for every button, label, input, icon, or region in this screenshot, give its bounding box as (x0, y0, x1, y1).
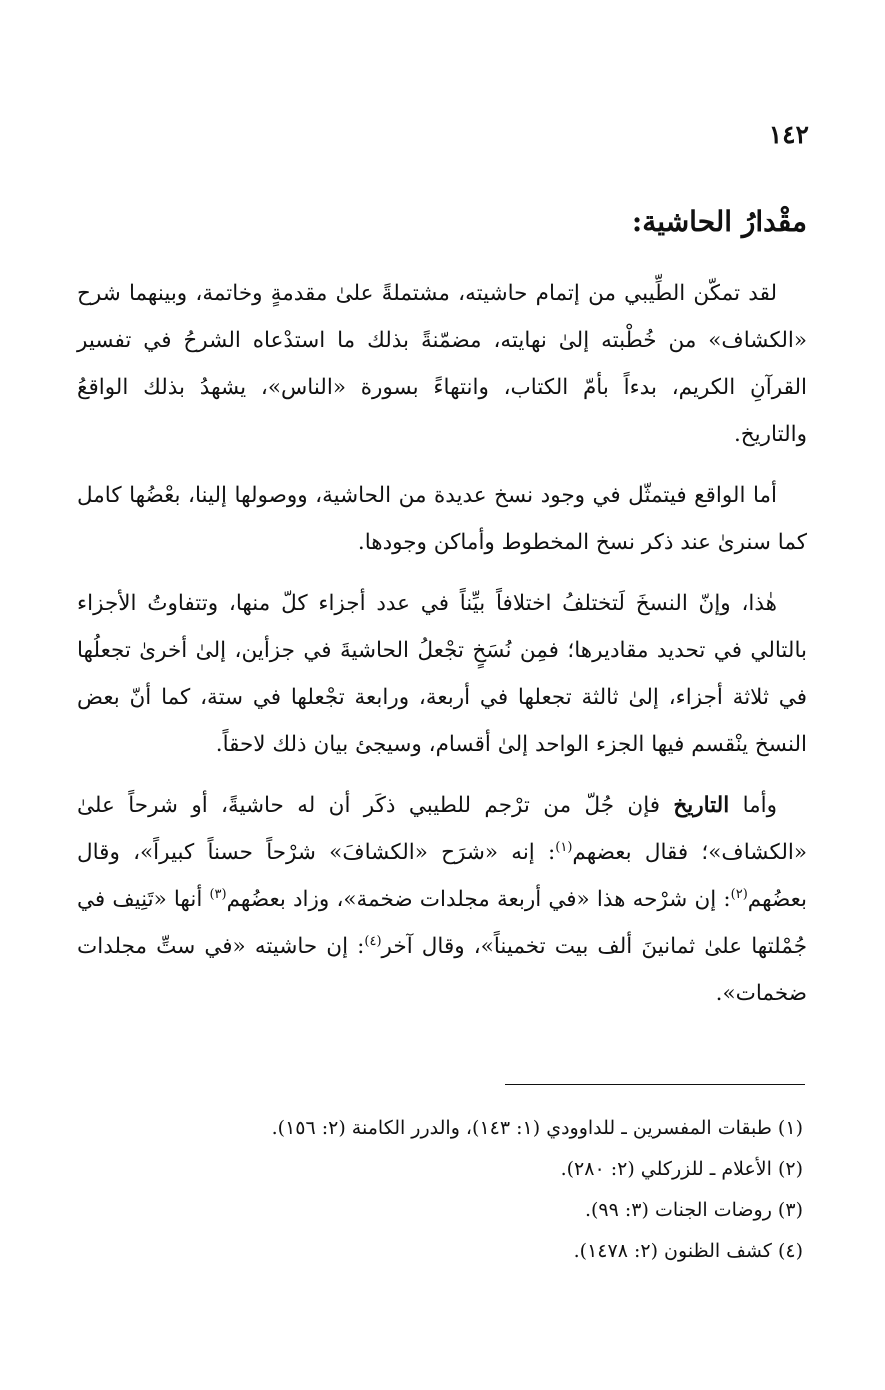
paragraph-1: لقد تمكّن الطِّيبي من إتمام حاشيته، مشتملةً علىٰ مقدمةٍ وخاتمة، وبينهما شرح «الكشاف» من خُطْبته إلىٰ نهايته، مضمّنةً بذلك ما استدْعاه الشرحُ في تفسير القرآنِ الكريم، بدءاً بأمّ الكتاب، وانتهاءً بسورة «الناس»، يشهدُ بذلك الواقعُ والتاريخ. (77, 281, 807, 447)
paragraph-4-text: فإن جُلّ من ترْجم للطيبي ذكَر أن له حاشيةً، أو شرحاً علىٰ «الكشاف»؛ فقال بعضهم (77, 793, 807, 865)
footnote-divider (505, 1084, 805, 1085)
footnote-4: (٤) كشف الظنون (٢: ١٤٧٨). (573, 1240, 803, 1262)
footnote-ref-4[interactable]: (٤) (364, 933, 382, 949)
footnote-3: (٣) روضات الجنات (٣: ٩٩). (584, 1199, 803, 1221)
paragraph-4-emphasis: التاريخ (673, 793, 730, 818)
section-title: مقْدارُ الحاشية: (631, 205, 807, 238)
paragraph-2: أما الواقع فيتمثّل في وجود نسخ عديدة من الحاشية، ووصولها إلينا، بعْضُها كامل كما سنرىٰ عند ذكر نسخ المخطوط وأماكن وجودها. (77, 483, 807, 555)
footnote-1: (١) طبقات المفسرين ـ للداوودي (١: ١٤٣)، والدرر الكامنة (٢: ١٥٦). (271, 1117, 803, 1139)
footnote-2: (٢) الأعلام ـ للزركلي (٢: ٢٨٠). (560, 1158, 803, 1180)
paragraph-3: هٰذا، وإنّ النسخَ لَتختلفُ اختلافاً بيِّناً في عدد أجزاء كلّ منها، وتتفاوتُ الأجزاء بالتالي في تحديد مقاديرها؛ فمِن نُسَخٍ تجْعلُ الحاشيةَ في جزأين، إلىٰ أخرىٰ تجعلُها في ثلاثة أجزاء، إلىٰ ثالثة تجعلها في أربعة، ورابعة تجْعلها في ستة، كما أنّ بعض النسخ ينْقسم فيها الجزء الواحد إلىٰ أقسام، وسيجئ بيان ذلك لاحقاً. (77, 591, 807, 757)
paragraph-4-text: : إنه «شرَح «الكشافَ» شرْحاً حسناً كبيراً»، وقال بعضُهم (77, 840, 807, 912)
paragraph-4-text: : إن حاشيته «في ستِّ مجلدات ضخمات». (77, 934, 807, 1006)
body-text (77, 270, 807, 1031)
paragraph-4-text: : إن شرْحه هذا «في أربعة مجلدات ضخمة»، وزاد بعضُهم (226, 887, 731, 912)
footnote-ref-3[interactable]: (٣) (209, 886, 227, 902)
footnotes-list (83, 1108, 803, 1272)
paragraph-4 (77, 782, 807, 1017)
paragraph-4-text: أنها «تَنِيف في جُمْلتها علىٰ ثمانينَ ألف بيت تخميناً»، وقال آخر (77, 887, 807, 959)
footnote-ref-2[interactable]: (٢) (730, 886, 748, 902)
page-number: ١٤٢ (768, 120, 809, 149)
paragraph-4-text: وأما (729, 793, 777, 818)
footnote-ref-1[interactable]: (١) (555, 839, 573, 855)
